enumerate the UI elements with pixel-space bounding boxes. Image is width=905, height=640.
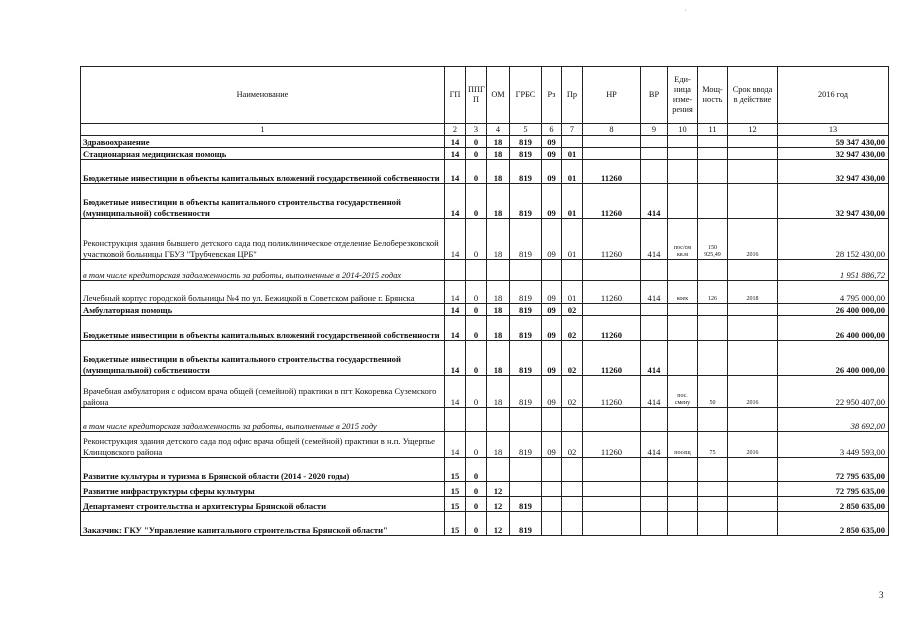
cell-gp: 14 xyxy=(445,281,466,304)
cell-pr xyxy=(562,497,583,512)
table-row xyxy=(81,260,889,281)
cell-amount: 26 400 000,00 xyxy=(778,304,889,316)
cell-power xyxy=(698,408,728,432)
cell-unit xyxy=(668,458,698,482)
cell-term xyxy=(728,136,778,148)
cell-np xyxy=(583,304,641,316)
cell-name: Развитие инфраструктуры сферы культуры xyxy=(81,482,445,497)
cell-power: 126 xyxy=(698,281,728,304)
cell-gp: 14 xyxy=(445,316,466,341)
cell-ppgp xyxy=(466,260,487,281)
cell-vr: 414 xyxy=(641,376,668,408)
cell-np: 11260 xyxy=(583,281,641,304)
header-name: Наименование xyxy=(81,67,445,124)
cell-power: 50 xyxy=(698,376,728,408)
cell-unit: пос/см кв.м xyxy=(668,219,698,260)
cell-power xyxy=(698,260,728,281)
cell-grbs: 819 xyxy=(510,376,542,408)
cell-ppgp: 0 xyxy=(466,482,487,497)
column-number: 2 xyxy=(445,124,466,136)
cell-power xyxy=(698,136,728,148)
cell-ppgp: 0 xyxy=(466,458,487,482)
cell-ppgp: 0 xyxy=(466,184,487,219)
table-row xyxy=(81,376,889,408)
header-row xyxy=(81,67,889,124)
cell-power xyxy=(698,482,728,497)
column-number-row xyxy=(81,124,889,136)
header-term: Срок ввода в действие xyxy=(728,67,778,124)
cell-vr: 414 xyxy=(641,341,668,376)
table-body xyxy=(81,67,889,536)
cell-vr xyxy=(641,316,668,341)
cell-rz: 09 xyxy=(542,432,562,458)
cell-np xyxy=(583,148,641,160)
cell-amount: 3 449 593,00 xyxy=(778,432,889,458)
cell-grbs xyxy=(510,482,542,497)
cell-np xyxy=(583,458,641,482)
cell-term xyxy=(728,148,778,160)
cell-pr: 01 xyxy=(562,160,583,184)
cell-rz xyxy=(542,458,562,482)
cell-name: Департамент строительства и архитектуры Брянской области xyxy=(81,497,445,512)
cell-vr xyxy=(641,260,668,281)
cell-amount: 28 152 430,00 xyxy=(778,219,889,260)
header-power: Мощ- ность xyxy=(698,67,728,124)
cell-amount: 2 850 635,00 xyxy=(778,512,889,536)
cell-vr xyxy=(641,148,668,160)
cell-vr xyxy=(641,482,668,497)
cell-np: 11260 xyxy=(583,219,641,260)
cell-pr: 02 xyxy=(562,376,583,408)
header-gp: ГП xyxy=(445,67,466,124)
cell-term: 2016 xyxy=(728,432,778,458)
table-row xyxy=(81,512,889,536)
table-row xyxy=(81,136,889,148)
cell-power: 75 xyxy=(698,432,728,458)
cell-np: 11260 xyxy=(583,432,641,458)
cell-rz xyxy=(542,408,562,432)
cell-rz: 09 xyxy=(542,184,562,219)
cell-grbs xyxy=(510,408,542,432)
cell-name: в том числе кредиторская задолженность за работы, выполненные в 2015 году xyxy=(81,408,445,432)
cell-pr: 01 xyxy=(562,281,583,304)
cell-power xyxy=(698,497,728,512)
cell-ppgp: 0 xyxy=(466,160,487,184)
cell-power: 150 925,49 xyxy=(698,219,728,260)
column-number: 1 xyxy=(81,124,445,136)
cell-gp xyxy=(445,260,466,281)
cell-amount: 4 795 000,00 xyxy=(778,281,889,304)
cell-pr xyxy=(562,512,583,536)
cell-gp: 15 xyxy=(445,458,466,482)
cell-name: Реконструкция здания детского сада под офис врача общей (семейной) практики в н.п. Ущерпье Клинцовского района xyxy=(81,432,445,458)
cell-rz: 09 xyxy=(542,219,562,260)
cell-rz: 09 xyxy=(542,341,562,376)
column-number: 9 xyxy=(641,124,668,136)
cell-term: 2018 xyxy=(728,281,778,304)
cell-grbs: 819 xyxy=(510,148,542,160)
cell-pr: 02 xyxy=(562,304,583,316)
cell-ppgp xyxy=(466,408,487,432)
column-number: 10 xyxy=(668,124,698,136)
budget-table xyxy=(80,66,889,536)
page-number: 3 xyxy=(879,590,884,600)
table-row xyxy=(81,432,889,458)
cell-amount: 59 347 430,00 xyxy=(778,136,889,148)
cell-om xyxy=(487,408,510,432)
cell-gp: 14 xyxy=(445,432,466,458)
cell-vr: 414 xyxy=(641,432,668,458)
header-om: ОМ xyxy=(487,67,510,124)
cell-name: Развитие культуры и туризма в Брянской области (2014 - 2020 годы) xyxy=(81,458,445,482)
cell-rz: 09 xyxy=(542,376,562,408)
cell-unit xyxy=(668,260,698,281)
cell-pr xyxy=(562,136,583,148)
cell-pr: 02 xyxy=(562,316,583,341)
cell-vr: 414 xyxy=(641,281,668,304)
cell-power xyxy=(698,316,728,341)
cell-ppgp: 0 xyxy=(466,512,487,536)
header-pr: Пр xyxy=(562,67,583,124)
cell-pr: 01 xyxy=(562,184,583,219)
cell-unit xyxy=(668,148,698,160)
cell-name: Амбулаторная помощь xyxy=(81,304,445,316)
cell-term xyxy=(728,260,778,281)
cell-om: 12 xyxy=(487,482,510,497)
cell-unit: коек xyxy=(668,281,698,304)
cell-name: в том числе кредиторская задолженность за работы, выполненные в 2014-2015 годах xyxy=(81,260,445,281)
header-grbs: ГРБС xyxy=(510,67,542,124)
cell-om: 18 xyxy=(487,136,510,148)
cell-om: 18 xyxy=(487,281,510,304)
cell-power xyxy=(698,160,728,184)
cell-term: 2016 xyxy=(728,376,778,408)
cell-pr xyxy=(562,482,583,497)
cell-amount: 1 951 886,72 xyxy=(778,260,889,281)
cell-vr xyxy=(641,160,668,184)
cell-gp xyxy=(445,408,466,432)
cell-amount: 38 692,00 xyxy=(778,408,889,432)
cell-amount: 32 947 430,00 xyxy=(778,148,889,160)
cell-gp: 14 xyxy=(445,341,466,376)
cell-term xyxy=(728,316,778,341)
cell-grbs: 819 xyxy=(510,432,542,458)
cell-power xyxy=(698,341,728,376)
cell-om: 18 xyxy=(487,376,510,408)
table-row xyxy=(81,408,889,432)
cell-unit xyxy=(668,497,698,512)
cell-unit: пос. смену xyxy=(668,376,698,408)
cell-unit xyxy=(668,316,698,341)
cell-ppgp: 0 xyxy=(466,148,487,160)
cell-unit xyxy=(668,512,698,536)
cell-pr xyxy=(562,260,583,281)
cell-np: 11260 xyxy=(583,184,641,219)
cell-pr: 01 xyxy=(562,148,583,160)
cell-om: 18 xyxy=(487,148,510,160)
cell-grbs: 819 xyxy=(510,219,542,260)
cell-rz: 09 xyxy=(542,316,562,341)
column-number: 12 xyxy=(728,124,778,136)
cell-power xyxy=(698,184,728,219)
cell-term: 2016 xyxy=(728,219,778,260)
cell-term xyxy=(728,512,778,536)
cell-om: 18 xyxy=(487,316,510,341)
cell-amount: 32 947 430,00 xyxy=(778,184,889,219)
cell-rz xyxy=(542,497,562,512)
cell-name: Заказчик: ГКУ "Управление капитального строительства Брянской области" xyxy=(81,512,445,536)
cell-amount: 22 950 407,00 xyxy=(778,376,889,408)
cell-ppgp: 0 xyxy=(466,219,487,260)
column-number: 3 xyxy=(466,124,487,136)
header-np: НР xyxy=(583,67,641,124)
table-row xyxy=(81,148,889,160)
cell-term xyxy=(728,184,778,219)
cell-grbs: 819 xyxy=(510,160,542,184)
cell-np xyxy=(583,136,641,148)
cell-pr xyxy=(562,408,583,432)
table-row xyxy=(81,316,889,341)
cell-om xyxy=(487,260,510,281)
cell-gp: 15 xyxy=(445,482,466,497)
header-unit: Еди- ница изме- рения xyxy=(668,67,698,124)
cell-grbs: 819 xyxy=(510,316,542,341)
cell-grbs: 819 xyxy=(510,136,542,148)
cell-vr: 414 xyxy=(641,219,668,260)
cell-grbs xyxy=(510,458,542,482)
cell-grbs: 819 xyxy=(510,512,542,536)
cell-grbs: 819 xyxy=(510,497,542,512)
cell-rz: 09 xyxy=(542,281,562,304)
cell-amount: 26 400 000,00 xyxy=(778,316,889,341)
header-ppgp: ППГ П xyxy=(466,67,487,124)
cell-ppgp: 0 xyxy=(466,316,487,341)
cell-ppgp: 0 xyxy=(466,304,487,316)
cell-unit xyxy=(668,184,698,219)
cell-term xyxy=(728,458,778,482)
table-row xyxy=(81,458,889,482)
cell-vr xyxy=(641,497,668,512)
cell-np: 11260 xyxy=(583,316,641,341)
table-row xyxy=(81,497,889,512)
cell-ppgp: 0 xyxy=(466,376,487,408)
cell-pr xyxy=(562,458,583,482)
cell-name: Здравоохранение xyxy=(81,136,445,148)
header-rz: Рз xyxy=(542,67,562,124)
cell-om: 12 xyxy=(487,512,510,536)
table-row xyxy=(81,160,889,184)
column-number: 13 xyxy=(778,124,889,136)
cell-np: 11260 xyxy=(583,376,641,408)
cell-amount: 72 795 635,00 xyxy=(778,458,889,482)
cell-np xyxy=(583,482,641,497)
cell-ppgp: 0 xyxy=(466,497,487,512)
cell-name: Стационарная медицинская помощь xyxy=(81,148,445,160)
cell-name: Бюджетные инвестиции в объекты капитального строительства государственной (муниципальной) собственности xyxy=(81,184,445,219)
cell-name: Бюджетные инвестиции в объекты капитальных вложений государственной собственности xyxy=(81,160,445,184)
cell-om: 12 xyxy=(487,497,510,512)
cell-unit xyxy=(668,482,698,497)
cell-vr: 414 xyxy=(641,184,668,219)
cell-rz xyxy=(542,260,562,281)
cell-rz: 09 xyxy=(542,136,562,148)
cell-unit xyxy=(668,408,698,432)
cell-unit xyxy=(668,304,698,316)
column-number: 7 xyxy=(562,124,583,136)
table-row xyxy=(81,304,889,316)
header-year: 2016 год xyxy=(778,67,889,124)
cell-om: 18 xyxy=(487,341,510,376)
cell-name: Бюджетные инвестиции в объекты капитальных вложений государственной собственности xyxy=(81,316,445,341)
cell-ppgp: 0 xyxy=(466,432,487,458)
cell-rz: 09 xyxy=(542,160,562,184)
cell-unit: посещ xyxy=(668,432,698,458)
cell-pr: 02 xyxy=(562,341,583,376)
column-number: 4 xyxy=(487,124,510,136)
cell-gp: 14 xyxy=(445,148,466,160)
cell-term xyxy=(728,160,778,184)
column-number: 6 xyxy=(542,124,562,136)
cell-gp: 14 xyxy=(445,160,466,184)
cell-np xyxy=(583,408,641,432)
cell-term xyxy=(728,408,778,432)
cell-name: Бюджетные инвестиции в объекты капитального строительства государственной (муниципальной) собственности xyxy=(81,341,445,376)
cell-name: Лечебный корпус городской больницы №4 по ул. Бежицкой в Советском районе г. Брянска xyxy=(81,281,445,304)
cell-rz xyxy=(542,482,562,497)
cell-power xyxy=(698,148,728,160)
cell-amount: 72 795 635,00 xyxy=(778,482,889,497)
cell-rz xyxy=(542,512,562,536)
cell-vr xyxy=(641,512,668,536)
cell-om: 18 xyxy=(487,160,510,184)
cell-om: 18 xyxy=(487,304,510,316)
cell-gp: 14 xyxy=(445,304,466,316)
cell-np xyxy=(583,497,641,512)
cell-unit xyxy=(668,341,698,376)
cell-term xyxy=(728,304,778,316)
cell-gp: 15 xyxy=(445,512,466,536)
cell-ppgp: 0 xyxy=(466,281,487,304)
cell-rz: 09 xyxy=(542,304,562,316)
cell-power xyxy=(698,304,728,316)
table-row xyxy=(81,184,889,219)
cell-grbs: 819 xyxy=(510,184,542,219)
cell-om: 18 xyxy=(487,184,510,219)
cell-grbs: 819 xyxy=(510,341,542,376)
cell-om: 18 xyxy=(487,432,510,458)
corner-mark: · xyxy=(684,6,687,15)
cell-ppgp: 0 xyxy=(466,136,487,148)
cell-gp: 14 xyxy=(445,376,466,408)
cell-term xyxy=(728,497,778,512)
cell-unit xyxy=(668,136,698,148)
table-row xyxy=(81,281,889,304)
cell-grbs: 819 xyxy=(510,304,542,316)
cell-gp: 14 xyxy=(445,184,466,219)
table-row xyxy=(81,341,889,376)
column-number: 5 xyxy=(510,124,542,136)
cell-amount: 26 400 000,00 xyxy=(778,341,889,376)
table-row xyxy=(81,482,889,497)
cell-gp: 14 xyxy=(445,219,466,260)
header-vr: ВР xyxy=(641,67,668,124)
cell-pr: 01 xyxy=(562,219,583,260)
cell-np: 11260 xyxy=(583,160,641,184)
cell-vr xyxy=(641,136,668,148)
cell-gp: 15 xyxy=(445,497,466,512)
table-row xyxy=(81,219,889,260)
cell-name: Врачебная амбулатория с офисом врача общей (семейной) практики в пгт Кокоревка Суземского района xyxy=(81,376,445,408)
column-number: 8 xyxy=(583,124,641,136)
cell-gp: 14 xyxy=(445,136,466,148)
cell-power xyxy=(698,512,728,536)
cell-grbs xyxy=(510,260,542,281)
cell-amount: 32 947 430,00 xyxy=(778,160,889,184)
cell-name: Реконструкция здания бывшего детского сада под поликлиническое отделение Белоберезковской участковой больницы ГБУЗ "Трубчевская ЦРБ" xyxy=(81,219,445,260)
cell-power xyxy=(698,458,728,482)
cell-amount: 2 850 635,00 xyxy=(778,497,889,512)
cell-term xyxy=(728,482,778,497)
cell-vr xyxy=(641,304,668,316)
cell-term xyxy=(728,341,778,376)
cell-om: 18 xyxy=(487,219,510,260)
cell-vr xyxy=(641,458,668,482)
cell-om xyxy=(487,458,510,482)
cell-unit xyxy=(668,160,698,184)
cell-pr: 02 xyxy=(562,432,583,458)
cell-np: 11260 xyxy=(583,341,641,376)
cell-vr xyxy=(641,408,668,432)
cell-ppgp: 0 xyxy=(466,341,487,376)
column-number: 11 xyxy=(698,124,728,136)
cell-np xyxy=(583,512,641,536)
cell-grbs: 819 xyxy=(510,281,542,304)
cell-rz: 09 xyxy=(542,148,562,160)
cell-np xyxy=(583,260,641,281)
